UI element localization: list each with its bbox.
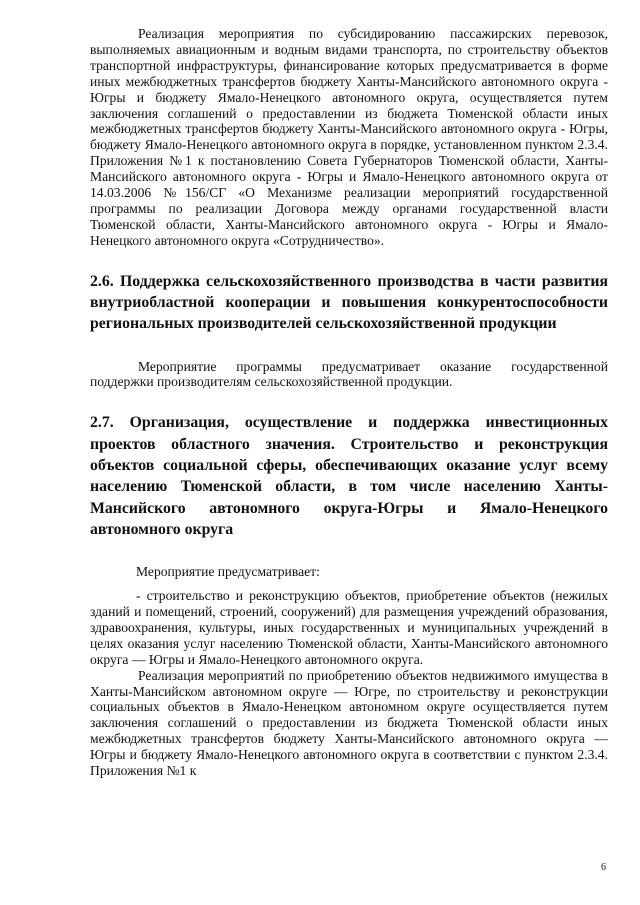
paragraph-transport-subsidy: Реализация мероприятия по субсидированию пассажирских перевозок, выполняемых авиационным и водным видами транспорта, по строительству объектов транспортной инфраструктуры, финансирование которых предусматривается в форме иных межбюджетных трансфертов бюджету Ханты-Мансийского автономного округа - Югры и бюджету Ямало-Ненецкого автономного округа, осуществляется путем заключения соглашений о предоставлении из бюджета Тюменской области иных межбюджетных трансфертов бюджету Ханты-Мансийского автономного округа - Югры, бюджету Ямало-Ненецкого автономного округа в порядке, установленном пунктом 2.3.4. Приложения №1 к постановлению Совета Губернаторов Тюменской области, Ханты-Мансийского автономного округа - Югры и Ямало-Ненецкого автономного округа от 14.03.2006 №156/СГ «О Механизме реализации мероприятий государственной программы по реализации Договора между органами государственной власти Тюменской области, Ханты-Мансийского автономного округа - Югры и Ямало-Ненецкого автономного округа «Сотрудничество». [90,26,608,248]
section-heading-2-6: 2.6. Поддержка сельскохозяйственного производства в части развития внутриобластной кооперации и повышения конкурентоспособности региональных производителей сельскохозяйственной продукции [90,272,608,333]
document-page [90,26,608,779]
paragraph-property-acquisition: Реализация мероприятий по приобретению объектов недвижимого имущества в Ханты-Мансийском автономном округе — Югре, по строительству и реконструкции социальных объектов в Ямало-Ненецком автономном округе осуществляется путем заключения соглашений о предоставлении из бюджета Тюменской области иных межбюджетных трансфертов бюджету Ханты-Мансийского автономного округа — Югры и бюджету Ямало-Ненецкого автономного округа в соответствии с пунктом 2.3.4. Приложения №1 к [90,667,608,779]
page-number: 6 [601,862,606,873]
paragraph-agriculture-support: Мероприятие программы предусматривает оказание государственной поддержки производителям сельскохозяйственной продукции. [90,358,608,390]
section-heading-2-7: 2.7. Организация, осуществление и поддержка инвестиционных проектов областного значения. Строительство и реконструкция объектов социальной сферы, обеспечивающих оказание услуг всему населению Тюменской области, в том числе населению Ханты-Мансийского автономного округа-Югры и Ямало-Ненецкого автономного округа [90,414,608,538]
paragraph-measure-provides: Мероприятие предусматривает: [136,564,320,580]
paragraph-construction-list-item: - строительство и реконструкцию объектов, приобретение объектов (нежилых зданий и помещений, строений, сооружений) для размещения учреждений образования, здравоохранения, культуры, иных государственных и муниципальных учреждений в целях оказания услуг населению Тюменской области, Ханты-Мансийского автономного округа — Югры и Ямало-Ненецкого автономного округа. [90,588,608,667]
